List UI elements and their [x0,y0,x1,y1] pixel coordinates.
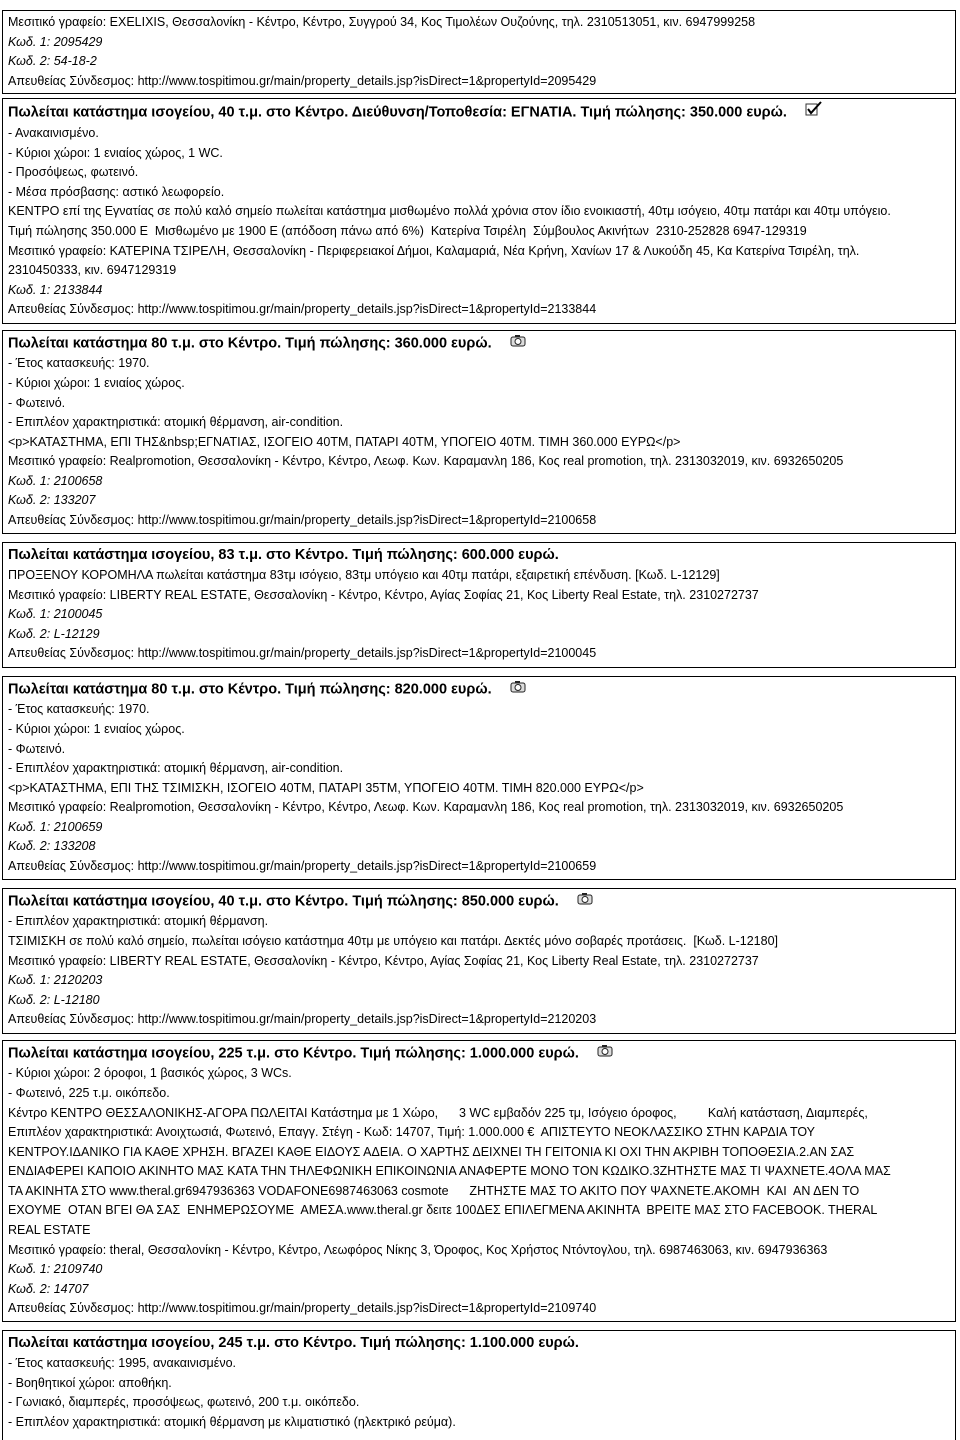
agency-info: Μεσιτικό γραφείο: EXELIXIS, Θεσσαλονίκη - Κέντρο, Κέντρο, Συγγρού 34, Κος Τιμολέων Ουζούνης, τηλ. 2310513051, κιν. 6947999258 [8,15,756,29]
description-line: ΠΡΟΞΕΝΟΥ ΚΟΡΟΜΗΛΑ πωλείται κατάστημα 83τμ ισόγειο, 83τμ υπόγειο και 40τμ πατάρι, εξαιρετική επένδυση. [Κωδ. L-12129] [8,568,720,582]
listing-title: Πωλείται κατάστημα 80 τ.μ. στο Κέντρο. Τιμή πώλησης: 820.000 ευρώ. [8,679,950,700]
listing-5 [2,888,956,1034]
code-1: Κωδ. 1: 2133844 [8,282,103,297]
listing-2 [2,330,956,534]
feature-line: - Ανακαινισμένο. [8,126,99,140]
listing-title: Πωλείται κατάστημα ισογείου, 83 τ.μ. στο Κέντρο. Τιμή πώλησης: 600.000 ευρώ. [8,547,559,563]
agency-info: Μεσιτικό γραφείο: ΚΑΤΕΡΙΝΑ ΤΣΙΡΕΛΗ, Θεσσαλονίκη - Περιφερειακοί Δήμοι, Καλαμαριά, Νέα Κρήνη, Χανίων 17 & Λυκούδη 45, Κα Κατερίνα Τσιρέλη, τηλ. [8,243,860,258]
camera-icon[interactable] [510,333,526,354]
agency-info: Μεσιτικό γραφείο: LIBERTY REAL ESTATE, Θεσσαλονίκη - Κέντρο, Κέντρο, Αγίας Σοφίας 21, Κος Liberty Real Estate, τηλ. 2310272737 [8,587,759,602]
listing-6 [2,1040,956,1322]
description-line: ΕΝΔΙΑΦΕΡΕΙ ΚΑΠΟΙΟ ΑΚΙΝΗΤΟ ΜΑΣ ΚΑΤΑ ΤΗΝ ΤΗΛΕΦΩΝΙΚΗ ΕΠΙΚΟΙΝΩΝΙΑ ΑΝΑΦΕΡΤΕ ΜΟΝΟ ΤΟΝ ΚΩΔΙΚΟ.3ΖΗΤΗΣΤΕ ΜΑΣ ΤΙ ΨΑΧΝΕΤΕ.4ΟΛΑ ΜΑΣ [8,1164,891,1179]
code-2: Κωδ. 2: 133207 [8,493,96,508]
code-2: Κωδ. 2: 14707 [8,1281,89,1296]
code-1: Κωδ. 1: 2120203 [8,973,103,988]
listing-title: Πωλείται κατάστημα ισογείου, 40 τ.μ. στο Κέντρο. Τιμή πώλησης: 850.000 ευρώ. [8,891,950,912]
feature-line: - Κύριοι χώροι: 2 όροφοι, 1 βασικός χώρος, 3 WCs. [8,1066,292,1081]
code-1: Κωδ. 1: 2109740 [8,1262,103,1277]
description-line: ΤΣΙΜΙΣΚΗ σε πολύ καλό σημείο, πωλείται ισόγειο κατάστημα 40τμ με υπόγειο και πατάρι. Δεκτές μόνο σοβαρές προτάσεις. [Κωδ. L-12180] [8,933,779,948]
description-line: Κέντρο ΚΕΝΤΡΟ ΘΕΣΣΑΛΟΝΙΚΗΣ-ΑΓΟΡΑ ΠΩΛΕΙΤΑΙ Κατάστημα με 1 Χώρο, 3 WC εμβαδόν 225 τμ, Ισόγειο όροφος, Καλή κατάσταση, Διαμπερές, [8,1105,868,1120]
feature-line: - Επιπλέον χαρακτηριστικά: ατομική θέρμανση. [8,914,269,929]
feature-line: - Έτος κατασκευής: 1970. [8,356,150,371]
camera-icon[interactable] [510,679,526,700]
top-listing-tail [2,10,956,94]
agency-info: Μεσιτικό γραφείο: LIBERTY REAL ESTATE, Θεσσαλονίκη - Κέντρο, Κέντρο, Αγίας Σοφίας 21, Κος Liberty Real Estate, τηλ. 2310272737 [8,953,759,968]
agency-info: 2310450333, κιν. 6947129319 [8,263,177,278]
camera-icon[interactable] [597,1043,613,1064]
description-line: ΤΑ ΑΚΙΝΗΤΑ ΣΤΟ www.theral.gr6947936363 VODAFONE6987463063 cosmote ΖΗΤΗΣΤΕ ΜΑΣ ΤΟ ΑΚΙΤΟ ΠΟΥ ΨΑΧΝΕΤΕ.ΑΚΟΜΗ ΚΑΙ ΑΝ ΔΕΝ ΤΟ [8,1183,860,1198]
code-1: Κωδ. 1: 2100658 [8,473,103,488]
camera-icon[interactable] [577,891,593,912]
direct-link[interactable]: Απευθείας Σύνδεσμος: http://www.tospitimou.gr/main/property_details.jsp?isDirect=1&propertyId=2133844 [8,302,597,317]
code-2: Κωδ. 2: L-12129 [8,626,100,641]
feature-line: - Επιπλέον χαρακτηριστικά: ατομική θέρμανση, air-condition. [8,761,344,776]
agency-info: Μεσιτικό γραφείο: theral, Θεσσαλονίκη - Κέντρο, Κέντρο, Λεωφόρος Νίκης 3, Όροφος, Κος Χρήστος Ντόντογλου, τηλ. 6987463063, κιν. 6947936363 [8,1242,828,1257]
direct-link[interactable]: Απευθείας Σύνδεσμος: http://www.tospitimou.gr/main/property_details.jsp?isDirect=1&propertyId=2100658 [8,513,597,528]
listing-title: Πωλείται κατάστημα 80 τ.μ. στο Κέντρο. Τιμή πώλησης: 360.000 ευρώ. [8,333,950,354]
code-2: Κωδ. 2: L-12180 [8,992,100,1007]
feature-line: - Έτος κατασκευής: 1970. [8,702,150,717]
feature-line: - Φωτεινό. [8,741,66,756]
code-2: Κωδ. 2: 54-18-2 [8,54,97,69]
description-line: ΕΧΟΥΜΕ ΟΤΑΝ ΒΓΕΙ ΘΑ ΣΑΣ ΕΝΗΜΕΡΩΣΟΥΜΕ ΑΜΕΣΑ.www.theral.gr δειτε 100ΔΕΣ ΕΠΙΛΕΓΜΕΝΑ ΑΚΙΝΗΤΑ ΒΡΕΙΤΕ ΜΑΣ ΣΤΟ FACEBOOK. THERAL [8,1203,878,1218]
feature-line: - Γωνιακό, διαμπερές, προσόψεως, φωτεινό, 200 τ.μ. οικόπεδο. [8,1395,360,1410]
listing-1 [2,98,956,324]
listing-7 [2,1330,956,1440]
direct-link[interactable]: Απευθείας Σύνδεσμος: http://www.tospitimou.gr/main/property_details.jsp?isDirect=1&propertyId=2120203 [8,1012,597,1027]
code-1: Κωδ. 1: 2095429 [8,34,103,49]
description-line: <p>ΚΑΤΑΣΤΗΜΑ, ΕΠΙ ΤΗΣ&nbsp;ΕΓΝΑΤΙΑΣ, ΙΣΟΓΕΙΟ 40ΤΜ, ΠΑΤΑΡΙ 40ΤΜ, ΥΠΟΓΕΙΟ 40ΤΜ. ΤΙΜΗ 360.000 ΕΥΡΩ</p> [8,434,681,449]
direct-link[interactable]: Απευθείας Σύνδεσμος: http://www.tospitimou.gr/main/property_details.jsp?isDirect=1&propertyId=2109740 [8,1301,597,1316]
listing-title: Πωλείται κατάστημα ισογείου, 225 τ.μ. στο Κέντρο. Τιμή πώλησης: 1.000.000 ευρώ. [8,1043,950,1064]
feature-line: - Κύριοι χώροι: 1 ενιαίος χώρος. [8,721,185,736]
code-2: Κωδ. 2: 133208 [8,839,96,854]
feature-line: - Κύριοι χώροι: 1 ενιαίος χώρος, 1 WC. [8,145,223,160]
description-line: REAL ESTATE [8,1223,91,1238]
description-line: ΚΕΝΤΡΟΥ.ΙΔΑΝΙΚΟ ΓΙΑ ΚΑΘΕ ΧΡΗΣΗ. ΒΓΑΖΕΙ ΚΑΘΕ ΕΙΔΟΥΣ ΑΔΕΙΑ. Ο ΧΑΡΤΗΣ ΔΕΙΧΝΕΙ ΤΗ ΓΕΙΤΟΝΙΑ ΚΙ ΟΧΙ ΤΗΝ ΑΚΡΙΒΗ ΤΟΠΟΘΕΣΙΑ.2.ΑΝ ΣΑΣ [8,1144,855,1159]
listing-4 [2,676,956,880]
direct-link[interactable]: Απευθείας Σύνδεσμος: http://www.tospitimou.gr/main/property_details.jsp?isDirect=1&propertyId=2095429 [8,73,597,88]
direct-link[interactable]: Απευθείας Σύνδεσμος: http://www.tospitimou.gr/main/property_details.jsp?isDirect=1&propertyId=2100045 [8,646,597,661]
feature-line: - Κύριοι χώροι: 1 ενιαίος χώρος. [8,375,185,390]
feature-line: - Επιπλέον χαρακτηριστικά: ατομική θέρμανση με κλιματιστικό (ηλεκτρικό ρεύμα). [8,1414,456,1429]
agency-info: Μεσιτικό γραφείο: Realpromotion, Θεσσαλονίκη - Κέντρο, Κέντρο, Λεωφ. Κων. Καραμανλη 186, Κος real promotion, τηλ. 2313032019, κιν. 6932650205 [8,454,844,469]
feature-line: - Επιπλέον χαρακτηριστικά: ατομική θέρμανση, air-condition. [8,415,344,430]
feature-line: - Φωτεινό. [8,395,66,410]
agency-info: Μεσιτικό γραφείο: Realpromotion, Θεσσαλονίκη - Κέντρο, Κέντρο, Λεωφ. Κων. Καραμανλη 186, Κος real promotion, τηλ. 2313032019, κιν. 6932650205 [8,800,844,815]
listing-3 [2,542,956,668]
code-1: Κωδ. 1: 2100045 [8,607,103,622]
listing-title: Πωλείται κατάστημα ισογείου, 245 τ.μ. στο Κέντρο. Τιμή πώλησης: 1.100.000 ευρώ. [8,1335,579,1351]
description-line: <p>ΚΑΤΑΣΤΗΜΑ, ΕΠΙ ΤΗΣ ΤΣΙΜΙΣΚΗ, ΙΣΟΓΕΙΟ 40ΤΜ, ΠΑΤΑΡΙ 35ΤΜ, ΥΠΟΓΕΙΟ 40ΤΜ. ΤΙΜΗ 820.000 ΕΥΡΩ</p> [8,780,644,795]
feature-line: - Έτος κατασκευής: 1995, ανακαινισμένο. [8,1356,237,1370]
feature-line: - Μέσα πρόσβασης: αστικό λεωφορείο. [8,184,225,199]
description-line: Επιπλέον χαρακτηριστικά: Ανοιχτωσιά, Φωτεινό, Επαγγ. Στέγη - Κωδ: 14707, Τιμή: 1.000.000 € ΑΠΙΣΤΕΥΤΟ ΝΕΟΚΛΑΣΣΙΚΟ ΣΤΗΝ ΚΑΡΔΙΑ ΤΟΥ [8,1125,816,1140]
direct-link[interactable]: Απευθείας Σύνδεσμος: http://www.tospitimou.gr/main/property_details.jsp?isDirect=1&propertyId=2100659 [8,859,597,874]
code-1: Κωδ. 1: 2100659 [8,819,103,834]
description-line: ΚΕΝΤΡΟ επί της Εγνατίας σε πολύ καλό σημείο πωλείται κατάστημα μισθωμένο πολλά χρόνια στον ίδιο ενοικιαστή, 40τμ ισόγειο, 40τμ πατάρι και 40τμ υπόγειο. [8,204,891,219]
checkbox-check-icon[interactable] [805,101,823,124]
description-line: Τιμή πώλησης 350.000 Ε Μισθωμένο με 1900 Ε (απόδοση πάνω από 6%) Κατερίνα Τσιρέλη Σύμβουλος Ακινήτων 2310-252828 6947-129319 [8,223,807,238]
feature-line: - Βοηθητικοί χώροι: αποθήκη. [8,1375,172,1390]
listing-title: Πωλείται κατάστημα ισογείου, 40 τ.μ. στο Κέντρο. Διεύθυνση/Τοποθεσία: ΕΓΝΑΤΙΑ. Τιμή πώλησης: 350.000 ευρώ. [8,101,950,124]
feature-line: - Προσόψεως, φωτεινό. [8,165,139,180]
feature-line: - Φωτεινό, 225 τ.μ. οικόπεδο. [8,1085,170,1100]
